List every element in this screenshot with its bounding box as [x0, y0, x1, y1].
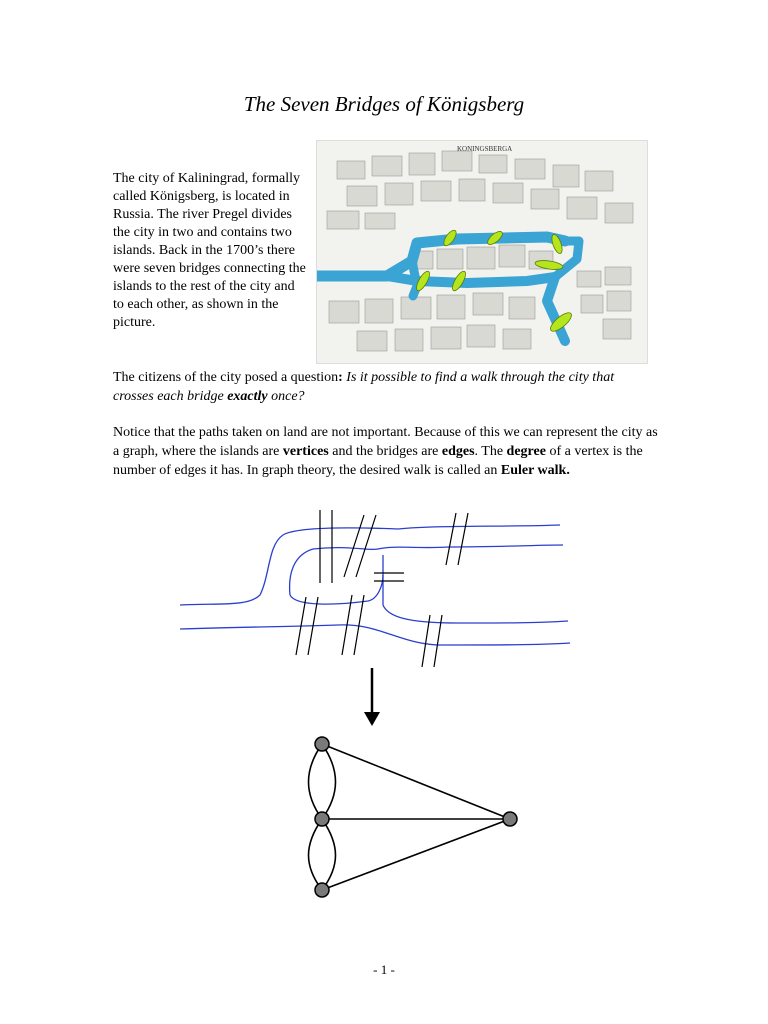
- graph-vertex: [315, 737, 329, 751]
- river-lines: [180, 525, 570, 645]
- graph-edges: [309, 744, 511, 890]
- term-vertices: vertices: [282, 444, 329, 459]
- question-colon: :: [338, 370, 343, 385]
- konigsberg-graph: [300, 730, 530, 900]
- konigsberg-map-image: [316, 140, 648, 364]
- question-part-1: Is it possible to find a walk through the city that crosses each bridge: [113, 370, 615, 404]
- river-bridge-diagram: [178, 505, 573, 670]
- question-lead: The citizens of the city posed a question: [113, 370, 339, 385]
- map-caption: KONINGSBERGA: [457, 145, 513, 153]
- graph-vertex: [315, 812, 329, 826]
- notice-part-1: Notice that the paths taken on land are not important. Because of this we can represent the city as a graph, where the islands are: [113, 425, 658, 459]
- graph-vertex: [315, 883, 329, 897]
- notice-part-2: and the bridges are: [328, 444, 442, 459]
- term-euler-walk: Euler walk.: [500, 463, 570, 478]
- page-title: The Seven Bridges of Königsberg: [243, 92, 525, 116]
- question-paragraph: [113, 368, 658, 406]
- notice-part-3: . The: [474, 444, 507, 459]
- down-arrow-icon: [360, 668, 384, 730]
- question-emphasis: exactly: [227, 389, 268, 404]
- term-degree: degree: [506, 444, 546, 459]
- intro-paragraph: The city of Kaliningrad, formally called Königsberg, is located in Russia. The river Pregel divides the city in two and contains two islands. Back in the 1700’s there were seven bridges connecting the islands to the rest of the city and to each other, as shown in the picture.: [113, 171, 306, 330]
- bridges: [296, 510, 468, 667]
- notice-paragraph: [113, 423, 658, 480]
- notice-part-4: of a vertex is the number of edges it has. In graph theory, the desired walk is called an: [113, 444, 643, 478]
- term-edges: edges: [441, 444, 475, 459]
- page-number: - 1 -: [373, 962, 395, 977]
- graph-vertex: [503, 812, 517, 826]
- question-part-2: once?: [267, 389, 305, 404]
